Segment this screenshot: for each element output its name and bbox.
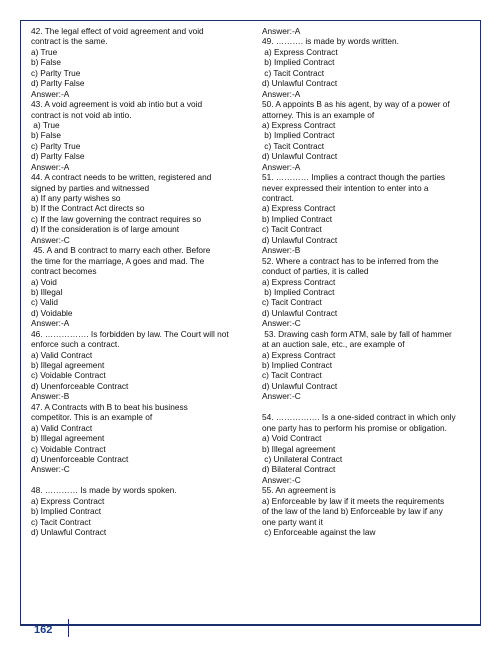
text-line: c) Parlty True	[31, 67, 81, 78]
text-line: b) Illegal agreement	[31, 360, 105, 370]
text-line: 54. ……………. Is a one-sided contract in which only	[262, 412, 456, 423]
text-line: Answer:-B	[262, 245, 301, 256]
text-line: Answer:-A	[31, 318, 70, 329]
text-line: d) Parlty False	[31, 151, 85, 162]
text-line: 48. ………… Is made by words spoken.	[31, 485, 177, 496]
text-line: 50. A appoints B as his agent, by way of a power of	[262, 99, 450, 110]
text-line: d) Bilateral Contract	[262, 464, 336, 475]
text-line: b) Illegal agreement	[262, 443, 336, 454]
text-line	[31, 475, 241, 485]
text-line: a) Express Contract	[31, 495, 105, 506]
text-line: c) If the law governing the contract requires so	[31, 213, 202, 224]
text-line: a) Express Contract	[262, 46, 338, 57]
text-line: a) Valid Contract	[31, 422, 93, 433]
text-line: b) Implied Contract	[31, 506, 102, 517]
text-line: d) Unenforceable Contract	[31, 453, 129, 464]
text-line: Answer:-A	[31, 161, 70, 172]
text-line: b) Implied Contract	[262, 286, 335, 297]
text-line: Answer:-C	[262, 318, 301, 329]
text-line: conduct of parties, it is called	[262, 266, 369, 277]
text-line: c) Tacit Contract	[262, 370, 322, 381]
text-line: b) Illegal	[31, 286, 63, 297]
text-line: 43. A void agreement is void ab intio but a void	[31, 99, 203, 110]
text-line: d) Unlawful Contract	[262, 234, 338, 245]
text-line: enforce such a contract.	[31, 339, 120, 350]
text-line: d) Unlawful Contract	[31, 527, 107, 537]
text-line: 52. Where a contract has to be inferred from the	[262, 255, 439, 266]
text-line: d) Unlawful Contract	[262, 151, 338, 162]
text-line: c) Valid	[31, 297, 59, 308]
text-line: contract.	[262, 193, 294, 203]
text-line: d) Voidable	[31, 307, 73, 318]
text-line: one party has to perform his promise or obligation.	[262, 422, 447, 433]
text-line: c) Tacit Contract	[31, 516, 91, 527]
text-line: a) Express Contract	[262, 119, 336, 130]
text-line: competitor. This is an example of	[31, 412, 153, 423]
text-line: a) Express Contract	[262, 349, 336, 360]
text-line: b) If the Contract Act directs so	[31, 203, 145, 214]
text-line: Answer:-A	[262, 88, 301, 99]
text-line: d) Unlawful Contract	[262, 380, 338, 391]
text-line: a) True	[31, 119, 60, 130]
text-line: at an auction sale, etc., are example of	[262, 339, 405, 350]
text-line: attorney. This is an example of	[262, 109, 375, 120]
text-line: 45. A and B contract to marry each other. Before	[31, 245, 211, 256]
text-line: a) Enforceable by law if it meets the requirements	[262, 495, 445, 506]
text-line: 42. The legal effect of void agreement and void	[31, 26, 204, 36]
text-line: c) Voidable Contract	[31, 443, 106, 454]
text-line: a) True	[31, 46, 58, 57]
text-line: Answer:-C	[262, 391, 301, 402]
text-line: 46. ……………. Is forbidden by law. The Court will not	[31, 328, 229, 339]
text-line: Answer:-A	[31, 88, 70, 99]
text-line: Answer:-C	[31, 234, 70, 245]
text-line: b) Implied Contract	[262, 360, 333, 370]
page-number: 162	[34, 624, 53, 636]
text-line: one party want it	[262, 516, 323, 527]
text-line: never expressed their intention to enter into a	[262, 182, 429, 193]
text-line: d) Unenforceable Contract	[31, 380, 129, 391]
text-line: c) Voidable Contract	[31, 370, 106, 381]
text-line: c) Enforceable against the law	[262, 527, 376, 537]
text-line: c) Unilateral Contract	[262, 453, 343, 464]
text-line: b) False	[31, 130, 61, 141]
text-line: b) Implied Contract	[262, 213, 333, 224]
text-line: c) Tacit Contract	[262, 224, 322, 235]
text-line: a) Void Contract	[262, 433, 322, 444]
text-line: 51. ………… Implies a contract though the parties	[262, 172, 446, 183]
text-line: contract is the same.	[31, 36, 108, 47]
text-line: 55. An agreement is	[262, 485, 336, 496]
footer-rule	[20, 625, 481, 626]
text-line: b) Implied Contract	[262, 130, 335, 141]
text-line: 49. ………. is made by words written.	[262, 36, 399, 47]
text-line: 53. Drawing cash form ATM, sale by fall of hammer	[262, 328, 452, 339]
text-line: signed by parties and witnessed	[31, 182, 150, 193]
text-line: a) Express Contract	[262, 276, 336, 287]
text-line: d) Unlawful Contract	[262, 78, 338, 89]
text-line: Answer:-C	[262, 474, 301, 485]
text-line: contract becomes	[31, 266, 97, 277]
text-line: b) Illegal agreement	[31, 433, 105, 444]
text-line: d) If the consideration is of large amount	[31, 224, 180, 235]
text-line: 44. A contract needs to be written, registered and	[31, 172, 212, 183]
text-line: of the law of the land b) Enforceable by law if any	[262, 506, 443, 517]
text-line: a) If any party wishes so	[31, 193, 121, 203]
text-line: the time for the marriage, A goes and mad. The	[31, 255, 205, 266]
text-line: 47. A Contracts with B to beat his business	[31, 401, 188, 412]
right-column	[262, 26, 476, 537]
footer-divider-tick	[68, 619, 69, 637]
text-line: Answer:-C	[31, 464, 70, 475]
text-line: Answer:-A	[262, 161, 301, 172]
text-line	[262, 402, 476, 412]
text-line: b) False	[31, 57, 61, 68]
text-line: c) Parlty True	[31, 140, 81, 151]
text-line: Answer:-A	[262, 26, 301, 36]
text-line: a) Express Contract	[262, 203, 336, 214]
text-line: Answer:-B	[31, 391, 70, 402]
text-line: a) Void	[31, 276, 57, 287]
text-line: c) Tacit Contract	[262, 297, 322, 308]
text-line: b) Implied Contract	[262, 57, 335, 68]
text-line: a) Valid Contract	[31, 349, 93, 360]
text-line: d) Unlawful Contract	[262, 307, 338, 318]
text-line: c) Tacit Contract	[262, 140, 325, 151]
text-line: c) Tacit Contract	[262, 67, 325, 78]
left-column	[31, 26, 241, 537]
text-line: d) Parlty False	[31, 78, 85, 89]
text-line: contract is not void ab intio.	[31, 109, 132, 120]
